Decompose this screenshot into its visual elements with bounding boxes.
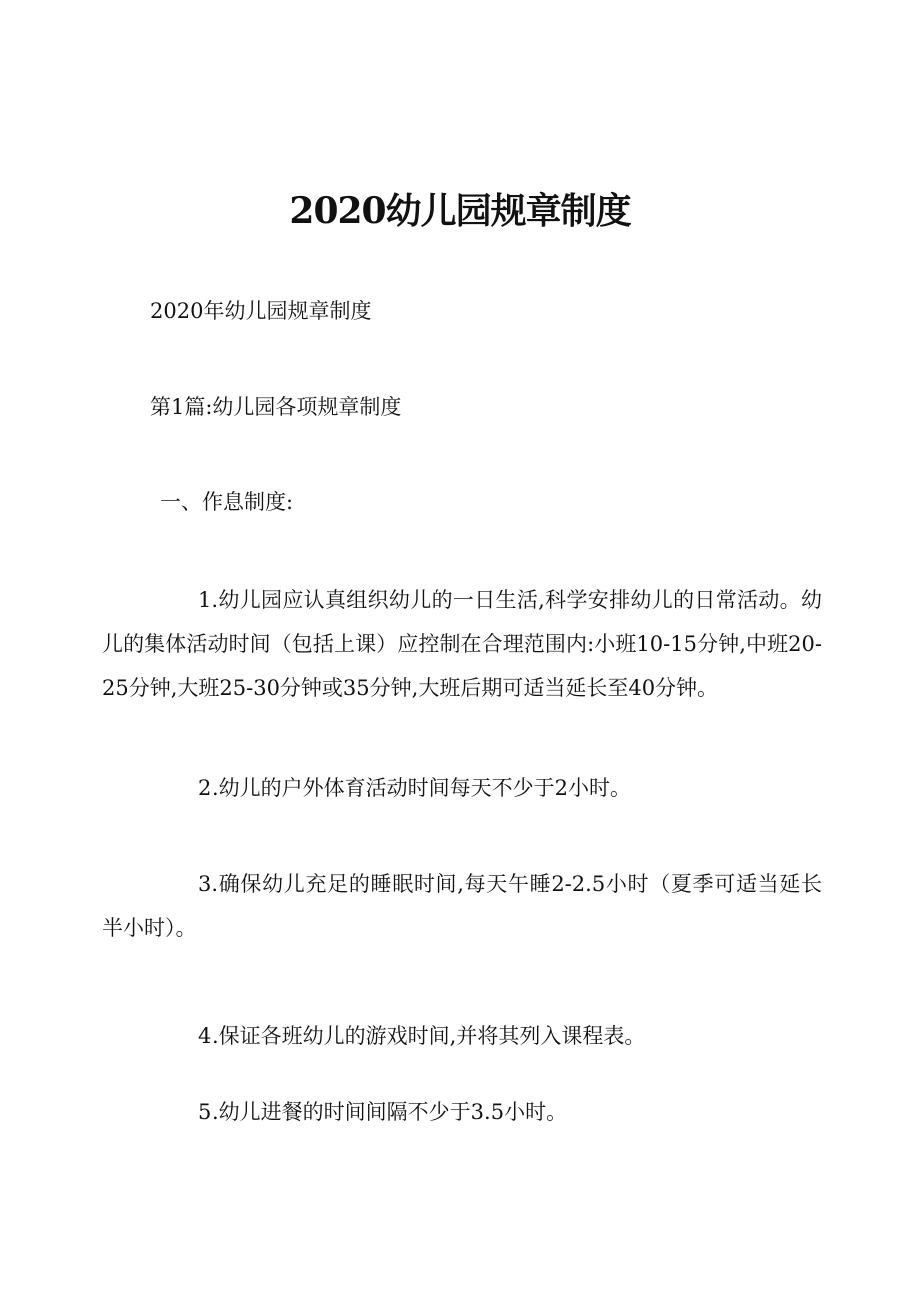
list-item-1 <box>102 578 822 710</box>
list-item-text: .确保幼儿充足的睡眠时间,每天午睡2-2.5小时（夏季可适当延长半小时）。 <box>102 872 822 940</box>
list-item-number: 3 <box>198 872 212 896</box>
list-item-number: 2 <box>198 776 212 800</box>
list-item-3 <box>102 862 822 950</box>
list-item-number: 4 <box>198 1024 212 1048</box>
list-item-text: .保证各班幼儿的游戏时间,并将其列入课程表。 <box>212 1024 646 1048</box>
list-item-text: .幼儿进餐的时间间隔不少于3.5小时。 <box>212 1100 568 1124</box>
section-heading: 一、作息制度: <box>160 490 294 514</box>
list-item-5 <box>102 1090 822 1134</box>
list-item-text: .幼儿的户外体育活动时间每天不少于2小时。 <box>212 776 632 800</box>
chapter-heading: 第1篇:幼儿园各项规章制度 <box>150 395 402 419</box>
document-subtitle: 2020年幼儿园规章制度 <box>150 299 372 323</box>
document-title: 2020幼儿园规章制度 <box>289 190 631 232</box>
list-item-2 <box>102 766 822 810</box>
list-item-text: .幼儿园应认真组织幼儿的一日生活,科学安排幼儿的日常活动。幼儿的集体活动时间（包括上课）应控制在合理范围内:小班10-15分钟,中班20-25分钟,大班25-30分钟或35分钟,大班后期可适当延长至40分钟。 <box>102 588 822 700</box>
list-item-number: 1 <box>198 588 212 612</box>
list-item-4 <box>102 1014 822 1058</box>
list-item-number: 5 <box>198 1100 212 1124</box>
